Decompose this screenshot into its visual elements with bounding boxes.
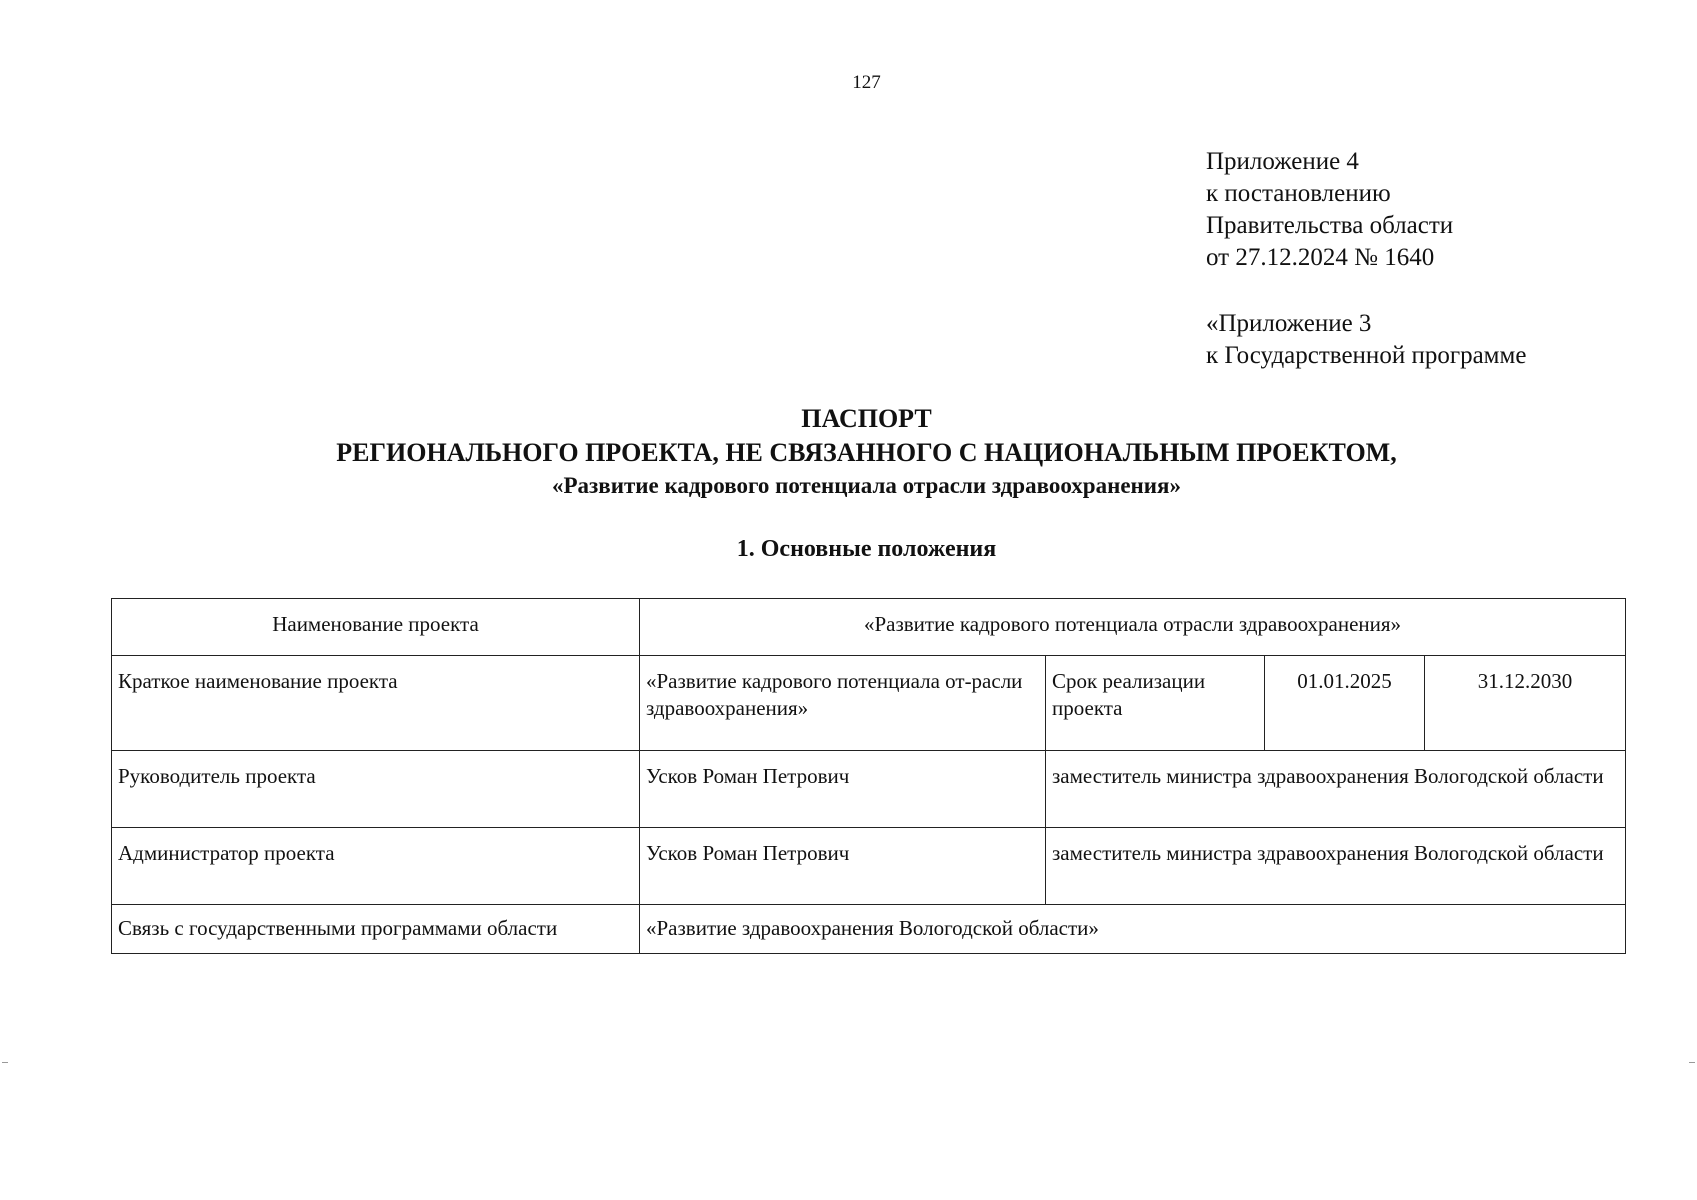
programs-value: «Развитие здравоохранения Вологодской области»: [640, 905, 1626, 954]
title-line-3: «Развитие кадрового потенциала отрасли здравоохранения»: [551, 473, 1181, 498]
appendix-line: от 27.12.2024 № 1640: [1206, 244, 1435, 271]
table-row: [112, 599, 1626, 656]
section-title: 1. Основные положения: [736, 536, 997, 562]
appendix-header: [1206, 146, 1453, 274]
document-title: [0, 402, 1697, 502]
admin-name: Усков Роман Петрович: [640, 828, 1046, 905]
short-name-value: «Развитие кадрового потенциала от-расли здравоохранения»: [640, 656, 1046, 751]
table-row: [112, 828, 1626, 905]
head-name: Усков Роман Петрович: [640, 751, 1046, 828]
term-end: 31.12.2030: [1425, 656, 1626, 751]
title-line-1: ПАСПОРТ: [801, 404, 932, 433]
programs-label: Связь с государственными программами области: [112, 905, 640, 954]
project-name-label: Наименование проекта: [112, 599, 640, 656]
passport-table: [111, 598, 1626, 954]
admin-position: заместитель министра здравоохранения Вологодской области: [1046, 828, 1626, 905]
admin-label: Администратор проекта: [112, 828, 640, 905]
table-row: [112, 751, 1626, 828]
term-label: Срок реализации проекта: [1046, 656, 1265, 751]
appendix-sub-line: к Государственной программе: [1206, 342, 1527, 369]
table-row: [112, 905, 1626, 954]
scan-edge-mark-right: [1689, 1062, 1695, 1093]
term-start: 01.01.2025: [1265, 656, 1425, 751]
page-number: 127: [852, 72, 881, 93]
appendix-line: к постановлению: [1206, 180, 1391, 207]
appendix-line: Правительства области: [1206, 212, 1454, 239]
table-row: [112, 656, 1626, 751]
head-label: Руководитель проекта: [112, 751, 640, 828]
scan-edge-mark-left: [2, 1062, 8, 1093]
appendix-line: Приложение 4: [1206, 148, 1359, 175]
appendix-sub-line: «Приложение 3: [1206, 310, 1372, 337]
head-position: заместитель министра здравоохранения Вологодской области: [1046, 751, 1626, 828]
appendix-sub-header: [1206, 308, 1526, 372]
title-line-2: РЕГИОНАЛЬНОГО ПРОЕКТА, НЕ СВЯЗАННОГО С НАЦИОНАЛЬНЫМ ПРОЕКТОМ,: [336, 438, 1397, 467]
short-name-label: Краткое наименование проекта: [112, 656, 640, 751]
project-name-value: «Развитие кадрового потенциала отрасли здравоохранения»: [640, 599, 1626, 656]
